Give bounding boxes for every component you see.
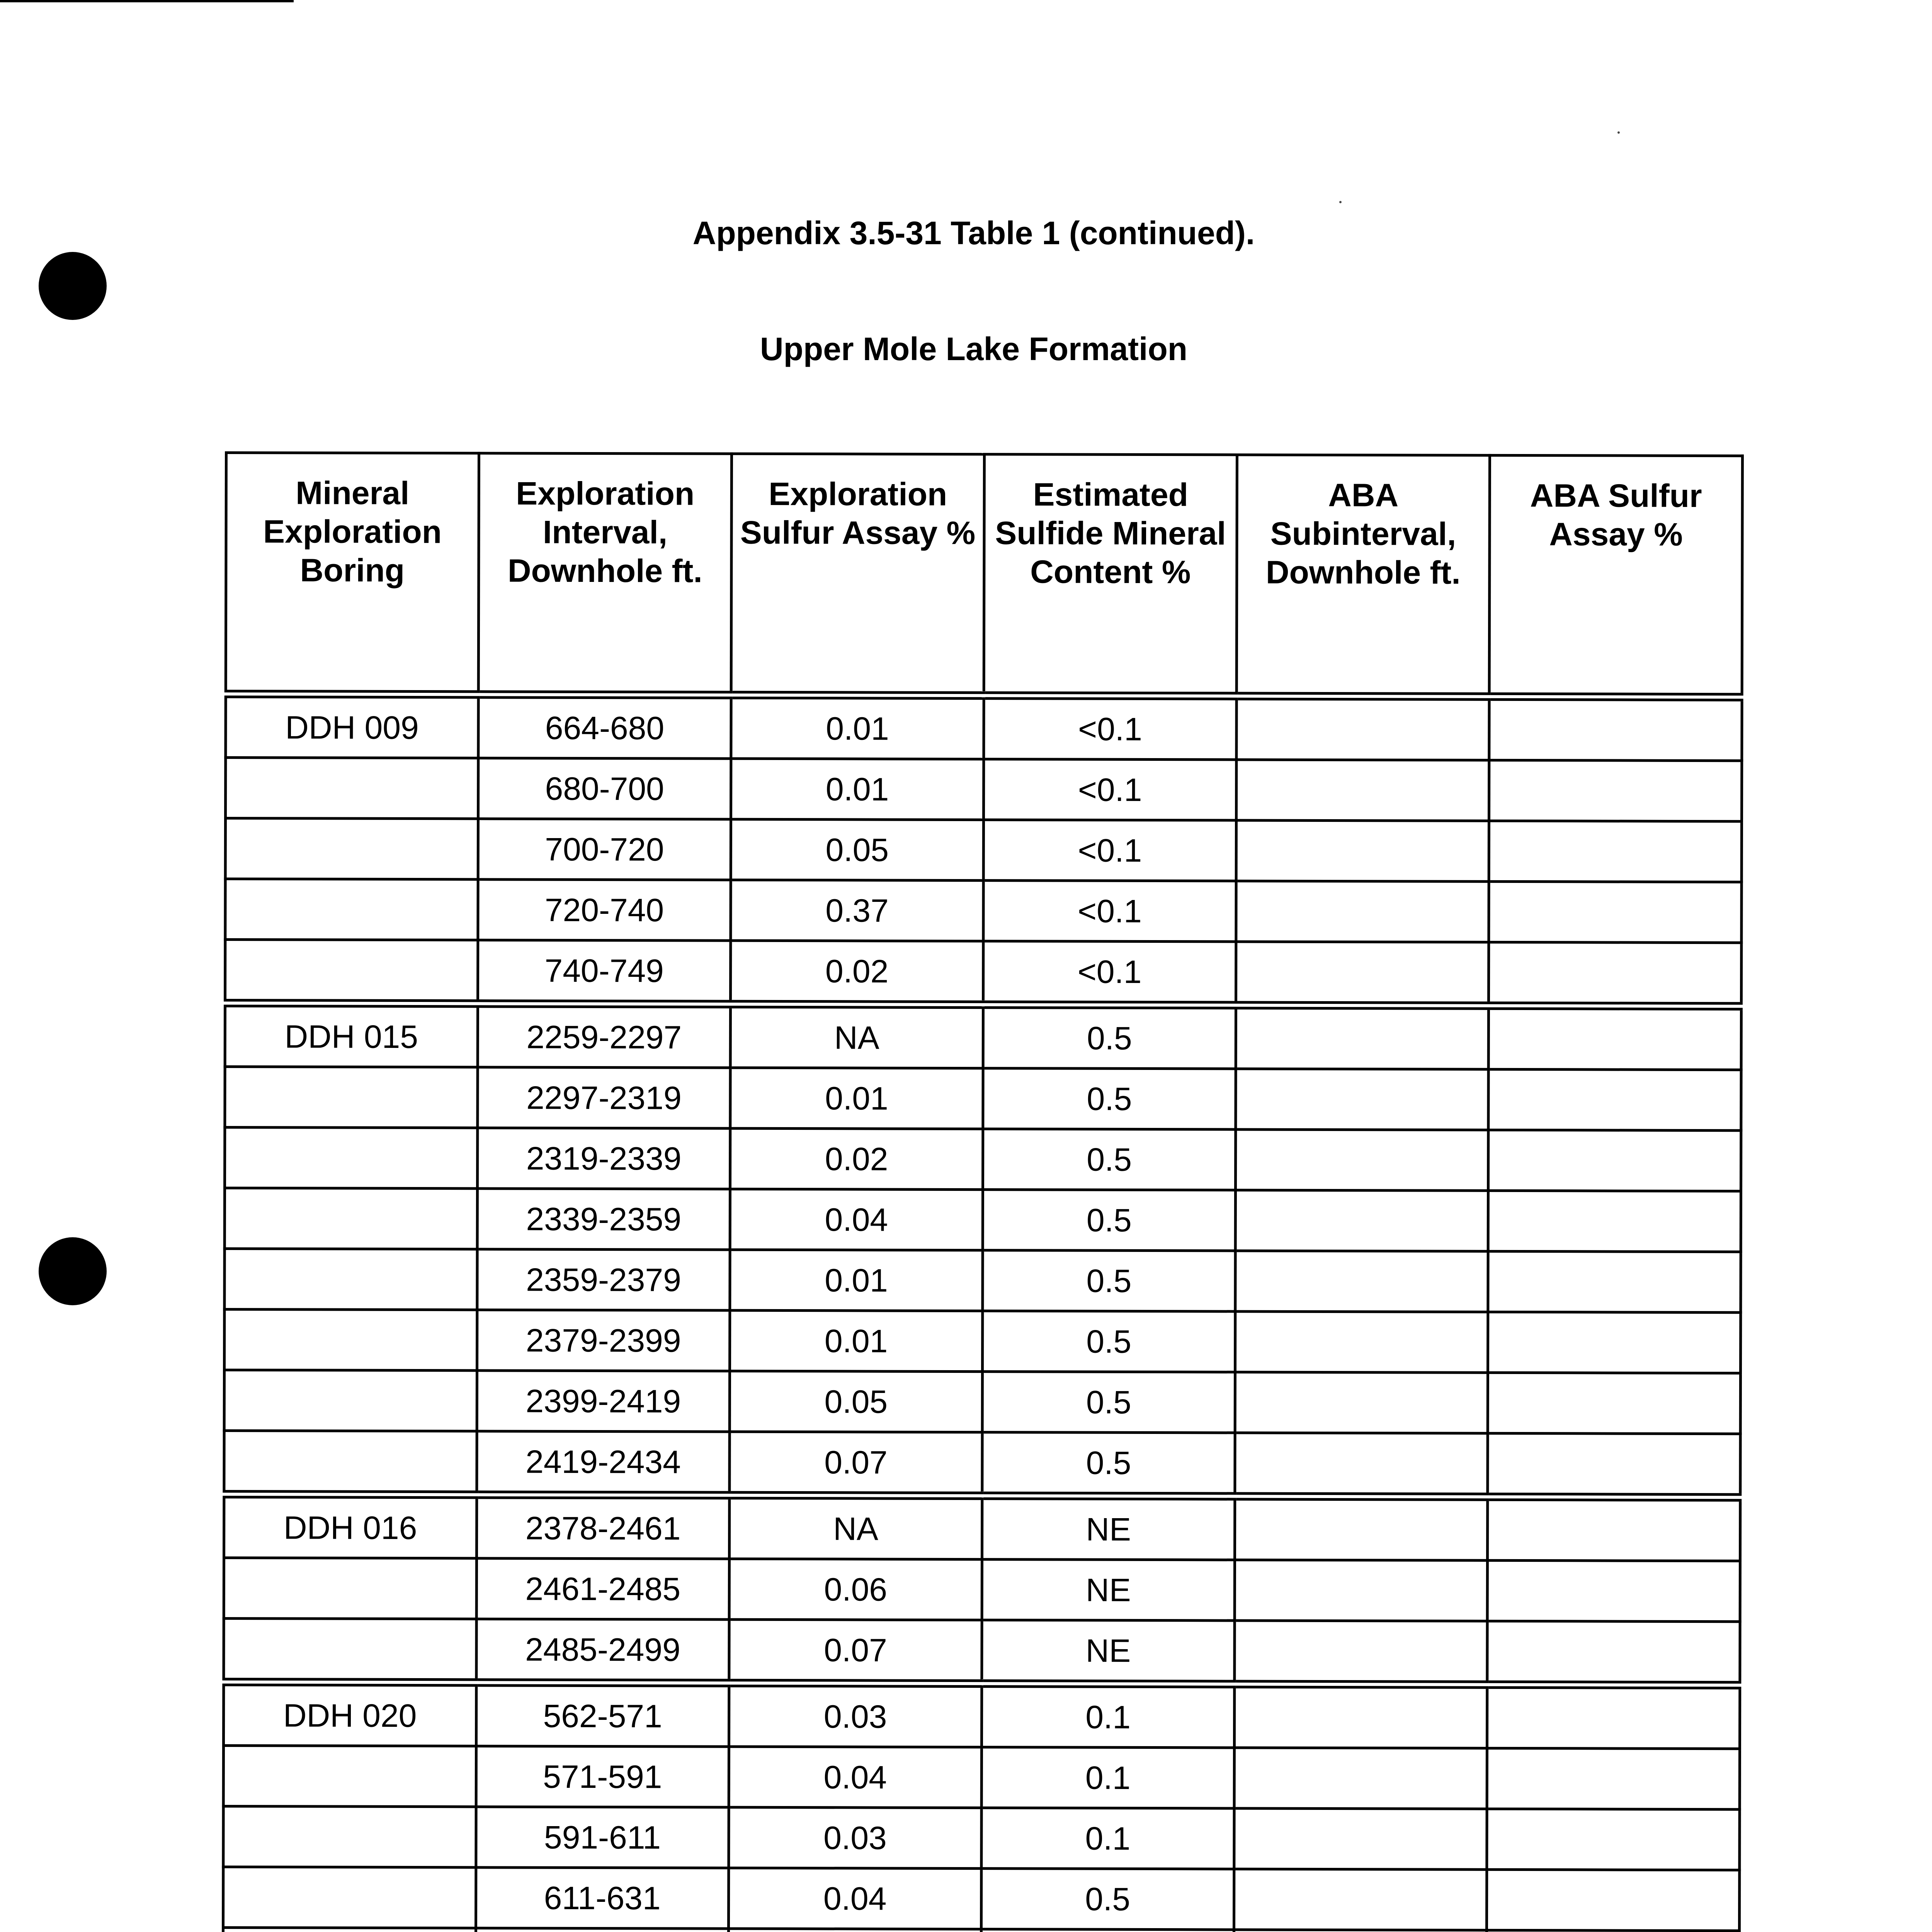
sulfide-cell: 0.5	[981, 1869, 1234, 1930]
interval-cell: 611-631	[476, 1867, 728, 1929]
boring-cell	[225, 1067, 478, 1128]
assay-cell: 0.04	[729, 1747, 981, 1808]
aba-assay-cell	[1487, 1497, 1740, 1561]
page-subtitle: Upper Mole Lake Formation	[760, 331, 1188, 367]
boring-cell	[224, 1431, 477, 1495]
assay-cell: 0.01	[731, 695, 984, 759]
table-body	[223, 694, 1742, 1932]
assay-cell: 0.04	[728, 1868, 981, 1929]
sulfide-cell: NE	[982, 1620, 1235, 1684]
aba-assay-cell	[1488, 1251, 1741, 1312]
assay-cell: 0.03	[729, 1683, 981, 1747]
interval-cell	[476, 1928, 728, 1932]
aba-subinterval-cell	[1235, 1251, 1488, 1312]
table-row	[225, 818, 1742, 882]
interval-cell: 2378-2461	[477, 1495, 730, 1559]
assay-cell: NA	[729, 1495, 982, 1560]
assay-cell: 0.02	[730, 1128, 983, 1189]
boring-cell	[224, 1619, 476, 1683]
sulfide-cell: 0.5	[983, 1311, 1235, 1372]
aba-assay-cell	[1488, 1130, 1741, 1191]
assay-cell: 0.02	[731, 940, 983, 1005]
scan-speck	[1339, 201, 1342, 203]
interval-cell: 2399-2419	[477, 1371, 730, 1432]
boring-cell	[225, 879, 478, 940]
boring-cell	[226, 758, 478, 819]
boring-cell: DDH 009	[226, 694, 478, 758]
aba-assay-cell	[1489, 881, 1742, 942]
interval-cell: 591-611	[476, 1807, 729, 1868]
assay-cell: 0.07	[729, 1619, 982, 1684]
boring-cell	[223, 1806, 476, 1867]
aba-subinterval-cell	[1234, 1869, 1486, 1930]
aba-assay-cell	[1487, 1621, 1740, 1685]
table-row	[226, 758, 1742, 821]
aba-subinterval-cell	[1235, 1496, 1487, 1560]
data-table	[221, 451, 1744, 1932]
boring-cell	[224, 1558, 476, 1619]
boring-cell	[225, 940, 478, 1004]
sulfide-cell: 0.1	[981, 1684, 1234, 1748]
aba-subinterval-cell	[1235, 1311, 1488, 1372]
table-row	[223, 1867, 1739, 1930]
aba-assay-cell	[1487, 1560, 1740, 1621]
sulfide-cell: <0.1	[983, 881, 1236, 942]
aba-subinterval-cell	[1234, 1748, 1487, 1809]
boring-cell	[225, 818, 478, 879]
assay-cell	[728, 1929, 981, 1932]
interval-cell: 2359-2379	[477, 1249, 730, 1310]
sulfide-cell	[981, 1929, 1234, 1932]
header-aba-subinterval: ABA Subinterval, Downhole ft.	[1236, 455, 1490, 697]
sulfide-cell: <0.1	[983, 820, 1236, 881]
sulfide-cell: 0.1	[981, 1747, 1234, 1808]
aba-assay-cell	[1488, 1372, 1740, 1434]
aba-subinterval-cell	[1235, 1372, 1488, 1433]
sulfide-cell: NE	[982, 1496, 1235, 1560]
assay-cell: 0.01	[730, 1310, 983, 1371]
sulfide-cell: <0.1	[984, 759, 1236, 820]
assay-cell: NA	[730, 1004, 983, 1068]
table-row	[224, 1494, 1740, 1561]
aba-subinterval-cell	[1235, 1560, 1487, 1621]
aba-subinterval-cell	[1236, 1069, 1488, 1130]
sulfide-cell: 0.1	[981, 1808, 1234, 1869]
aba-assay-cell	[1488, 1190, 1741, 1252]
sulfide-cell: 0.5	[983, 1129, 1236, 1190]
table-row	[224, 1619, 1740, 1685]
aba-subinterval-cell	[1236, 1005, 1488, 1069]
assay-cell: 0.01	[730, 1250, 983, 1311]
table-header-row	[226, 453, 1742, 697]
interval-cell: 664-680	[478, 694, 731, 759]
aba-subinterval-cell	[1235, 1433, 1488, 1497]
sulfide-cell: 0.5	[982, 1432, 1235, 1497]
aba-assay-cell	[1486, 1930, 1739, 1932]
table-row	[225, 1067, 1741, 1131]
sulfide-cell: NE	[982, 1560, 1235, 1621]
sulfide-cell: 0.5	[983, 1068, 1236, 1129]
page-title: Appendix 3.5-31 Table 1 (continued).	[692, 215, 1255, 251]
assay-cell: 0.01	[730, 1068, 983, 1129]
aba-assay-cell	[1488, 1006, 1741, 1070]
aba-subinterval-cell	[1235, 1621, 1487, 1685]
sulfide-cell: 0.5	[983, 1250, 1235, 1311]
table-row	[224, 1188, 1741, 1252]
boring-cell	[224, 1310, 477, 1371]
table-row	[225, 1128, 1741, 1191]
interval-cell: 680-700	[478, 758, 731, 819]
scan-speck	[1617, 131, 1620, 134]
aba-assay-cell	[1488, 1433, 1740, 1497]
aba-subinterval-cell	[1236, 942, 1489, 1006]
aba-assay-cell	[1487, 1809, 1740, 1870]
table-row	[223, 1806, 1740, 1870]
interval-cell: 2259-2297	[478, 1003, 730, 1068]
table-row	[224, 1310, 1741, 1373]
top-edge-line	[0, 0, 294, 2]
aba-assay-cell	[1486, 1869, 1739, 1930]
assay-cell: 0.07	[730, 1432, 982, 1496]
assay-cell: 0.04	[730, 1189, 983, 1250]
table-row	[224, 1431, 1740, 1498]
table-row	[224, 1249, 1741, 1313]
header-sulfide: Estimated Sulfide Mineral Content %	[984, 454, 1237, 696]
aba-subinterval-cell	[1235, 1190, 1488, 1251]
header-assay: Exploration Sulfur Assay %	[731, 454, 984, 696]
table-row	[223, 1746, 1740, 1810]
interval-cell: 740-749	[478, 940, 731, 1004]
interval-cell: 2419-2434	[477, 1431, 730, 1495]
boring-cell: DDH 020	[223, 1682, 476, 1746]
boring-cell	[225, 1128, 478, 1189]
aba-subinterval-cell	[1236, 696, 1489, 760]
table-row	[224, 1370, 1740, 1434]
sulfide-cell: <0.1	[984, 696, 1236, 760]
boring-cell	[224, 1188, 477, 1249]
aba-assay-cell	[1488, 1069, 1741, 1130]
interval-cell: 2319-2339	[478, 1128, 730, 1189]
boring-cell: DDH 015	[225, 1003, 478, 1067]
table-row	[226, 694, 1742, 761]
aba-assay-cell	[1489, 760, 1742, 821]
aba-assay-cell	[1488, 1312, 1741, 1373]
aba-assay-cell	[1487, 1748, 1740, 1809]
interval-cell: 571-591	[476, 1746, 729, 1807]
interval-cell: 700-720	[478, 819, 731, 880]
assay-cell: 0.06	[729, 1559, 982, 1620]
aba-assay-cell	[1487, 1685, 1740, 1749]
aba-subinterval-cell	[1234, 1808, 1487, 1869]
sulfide-cell: <0.1	[983, 941, 1236, 1005]
sulfide-cell: 0.5	[983, 1005, 1236, 1069]
aba-subinterval-cell	[1236, 881, 1489, 942]
interval-cell: 2379-2399	[477, 1310, 730, 1371]
boring-cell	[223, 1867, 476, 1928]
interval-cell: 2461-2485	[476, 1558, 729, 1619]
table-row	[224, 1558, 1740, 1622]
assay-cell: 0.05	[731, 819, 983, 880]
table-row	[225, 879, 1742, 943]
sulfide-cell: 0.5	[982, 1372, 1235, 1433]
boring-cell	[224, 1370, 477, 1431]
sulfide-cell: 0.5	[983, 1190, 1235, 1251]
interval-cell: 562-571	[476, 1682, 729, 1747]
interval-cell: 2485-2499	[476, 1619, 729, 1683]
interval-cell: 2297-2319	[478, 1067, 730, 1128]
assay-cell: 0.03	[729, 1807, 981, 1868]
table-row	[225, 940, 1742, 1007]
binder-hole-top	[39, 252, 107, 320]
aba-assay-cell	[1489, 821, 1742, 882]
aba-subinterval-cell	[1234, 1930, 1486, 1932]
boring-cell	[223, 1927, 476, 1932]
aba-subinterval-cell	[1234, 1684, 1487, 1748]
boring-cell	[224, 1249, 477, 1310]
interval-cell: 720-740	[478, 879, 731, 940]
boring-cell: DDH 016	[224, 1494, 477, 1558]
interval-cell: 2339-2359	[477, 1189, 730, 1250]
aba-assay-cell	[1489, 697, 1742, 761]
binder-hole-middle	[39, 1237, 107, 1305]
aba-assay-cell	[1489, 942, 1742, 1006]
table-row	[223, 1682, 1740, 1749]
aba-subinterval-cell	[1236, 760, 1489, 821]
table-row	[225, 1003, 1741, 1070]
assay-cell: 0.37	[731, 880, 983, 941]
aba-subinterval-cell	[1236, 1129, 1488, 1190]
boring-cell	[223, 1746, 476, 1807]
header-boring: Mineral Exploration Boring	[226, 453, 479, 695]
assay-cell: 0.01	[731, 759, 984, 820]
aba-subinterval-cell	[1236, 820, 1489, 881]
header-interval: Exploration Interval, Downhole ft.	[478, 453, 731, 695]
header-aba-assay: ABA Sulfur Assay %	[1489, 455, 1742, 697]
assay-cell: 0.05	[730, 1371, 982, 1432]
